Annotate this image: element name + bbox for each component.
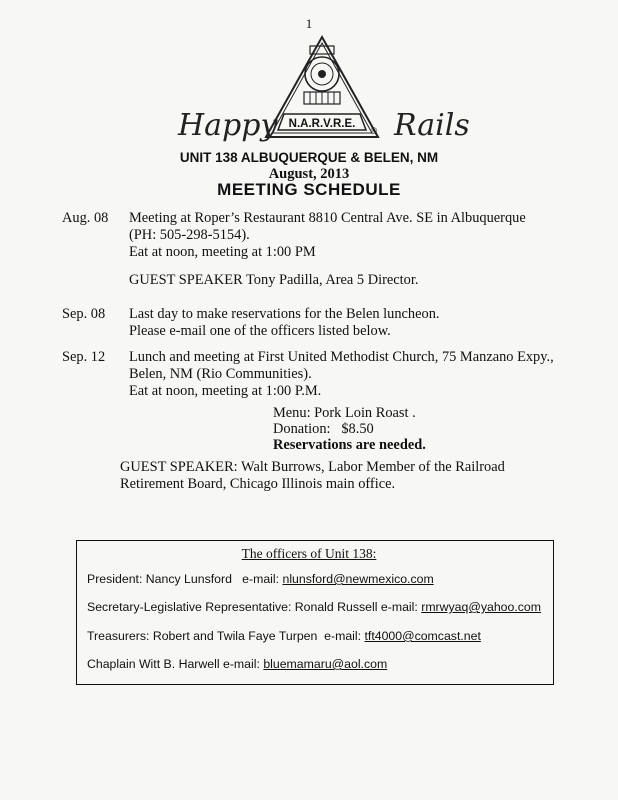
menu-reservations: Reservations are needed. [273,437,426,453]
officer-email-link[interactable]: nlunsford@newmexico.com [282,572,434,586]
officer-label: President: Nancy Lunsford e-mail: [87,572,283,586]
entry-line: GUEST SPEAKER: Walt Burrows, Labor Member of the Railroad [120,459,505,475]
officer-email-link[interactable]: bluemamaru@aol.com [263,657,388,671]
entry-text [129,272,418,289]
guest-speaker-2 [120,459,505,493]
officer-email-link[interactable]: tft4000@comcast.net [364,629,481,643]
schedule-title: MEETING SCHEDULE [217,180,401,199]
entry-line: Belen, NM (Rio Communities). [129,366,312,382]
officer-secretary [87,600,541,614]
officers-heading: The officers of Unit 138: [241,546,377,561]
entry-line: Meeting at Roper’s Restaurant 8810 Central Ave. SE in Albuquerque [129,210,526,226]
entry-date: Sep. 08 [62,306,106,322]
entry-line: Eat at noon, meeting at 1:00 P.M. [129,383,322,399]
officer-label: Treasurers: Robert and Twila Faye Turpen e-mail: [87,629,365,643]
entry-line: GUEST SPEAKER Tony Padilla, Area 5 Director. [129,272,419,288]
menu-donation: Donation: $8.50 [273,421,374,437]
registered-mark: ® [370,126,378,136]
entry-text [129,210,526,261]
page-number: 1 [305,16,313,31]
entry-line: (PH: 505-298-5154). [129,227,250,243]
officer-email-link[interactable]: rmrwyaq@yahoo.com [421,600,541,614]
entry-date: Aug. 08 [62,210,109,226]
entry-line: Last day to make reservations for the Belen luncheon. [129,306,440,322]
entry-text [129,349,554,400]
narvre-emblem-logo [262,34,382,144]
menu-item: Menu: Pork Loin Roast . [273,405,416,421]
entry-line: Retirement Board, Chicago Illinois main office. [120,476,396,492]
entry-line: Lunch and meeting at First United Methodist Church, 75 Manzano Expy., [129,349,554,365]
entry-line: Please e-mail one of the officers listed below. [129,323,391,339]
header-rails: Rails [394,108,470,143]
officer-chaplain [87,657,387,671]
officer-label: Chaplain Witt B. Harwell e-mail: [87,657,264,671]
entry-text [129,306,440,340]
date-line: August, 2013 [268,166,350,182]
entry-line: Eat at noon, meeting at 1:00 PM [129,244,316,260]
header-happy: Happy [178,108,278,143]
entry-date: Sep. 12 [62,349,106,365]
unit-line: UNIT 138 ALBUQUERQUE & BELEN, NM [179,150,439,165]
officer-treasurers [87,629,481,643]
officer-president [87,572,434,586]
officer-label: Secretary-Legislative Representative: Ronald Russell e-mail: [87,600,422,614]
emblem-text: N.A.R.V.R.E. [288,118,356,130]
